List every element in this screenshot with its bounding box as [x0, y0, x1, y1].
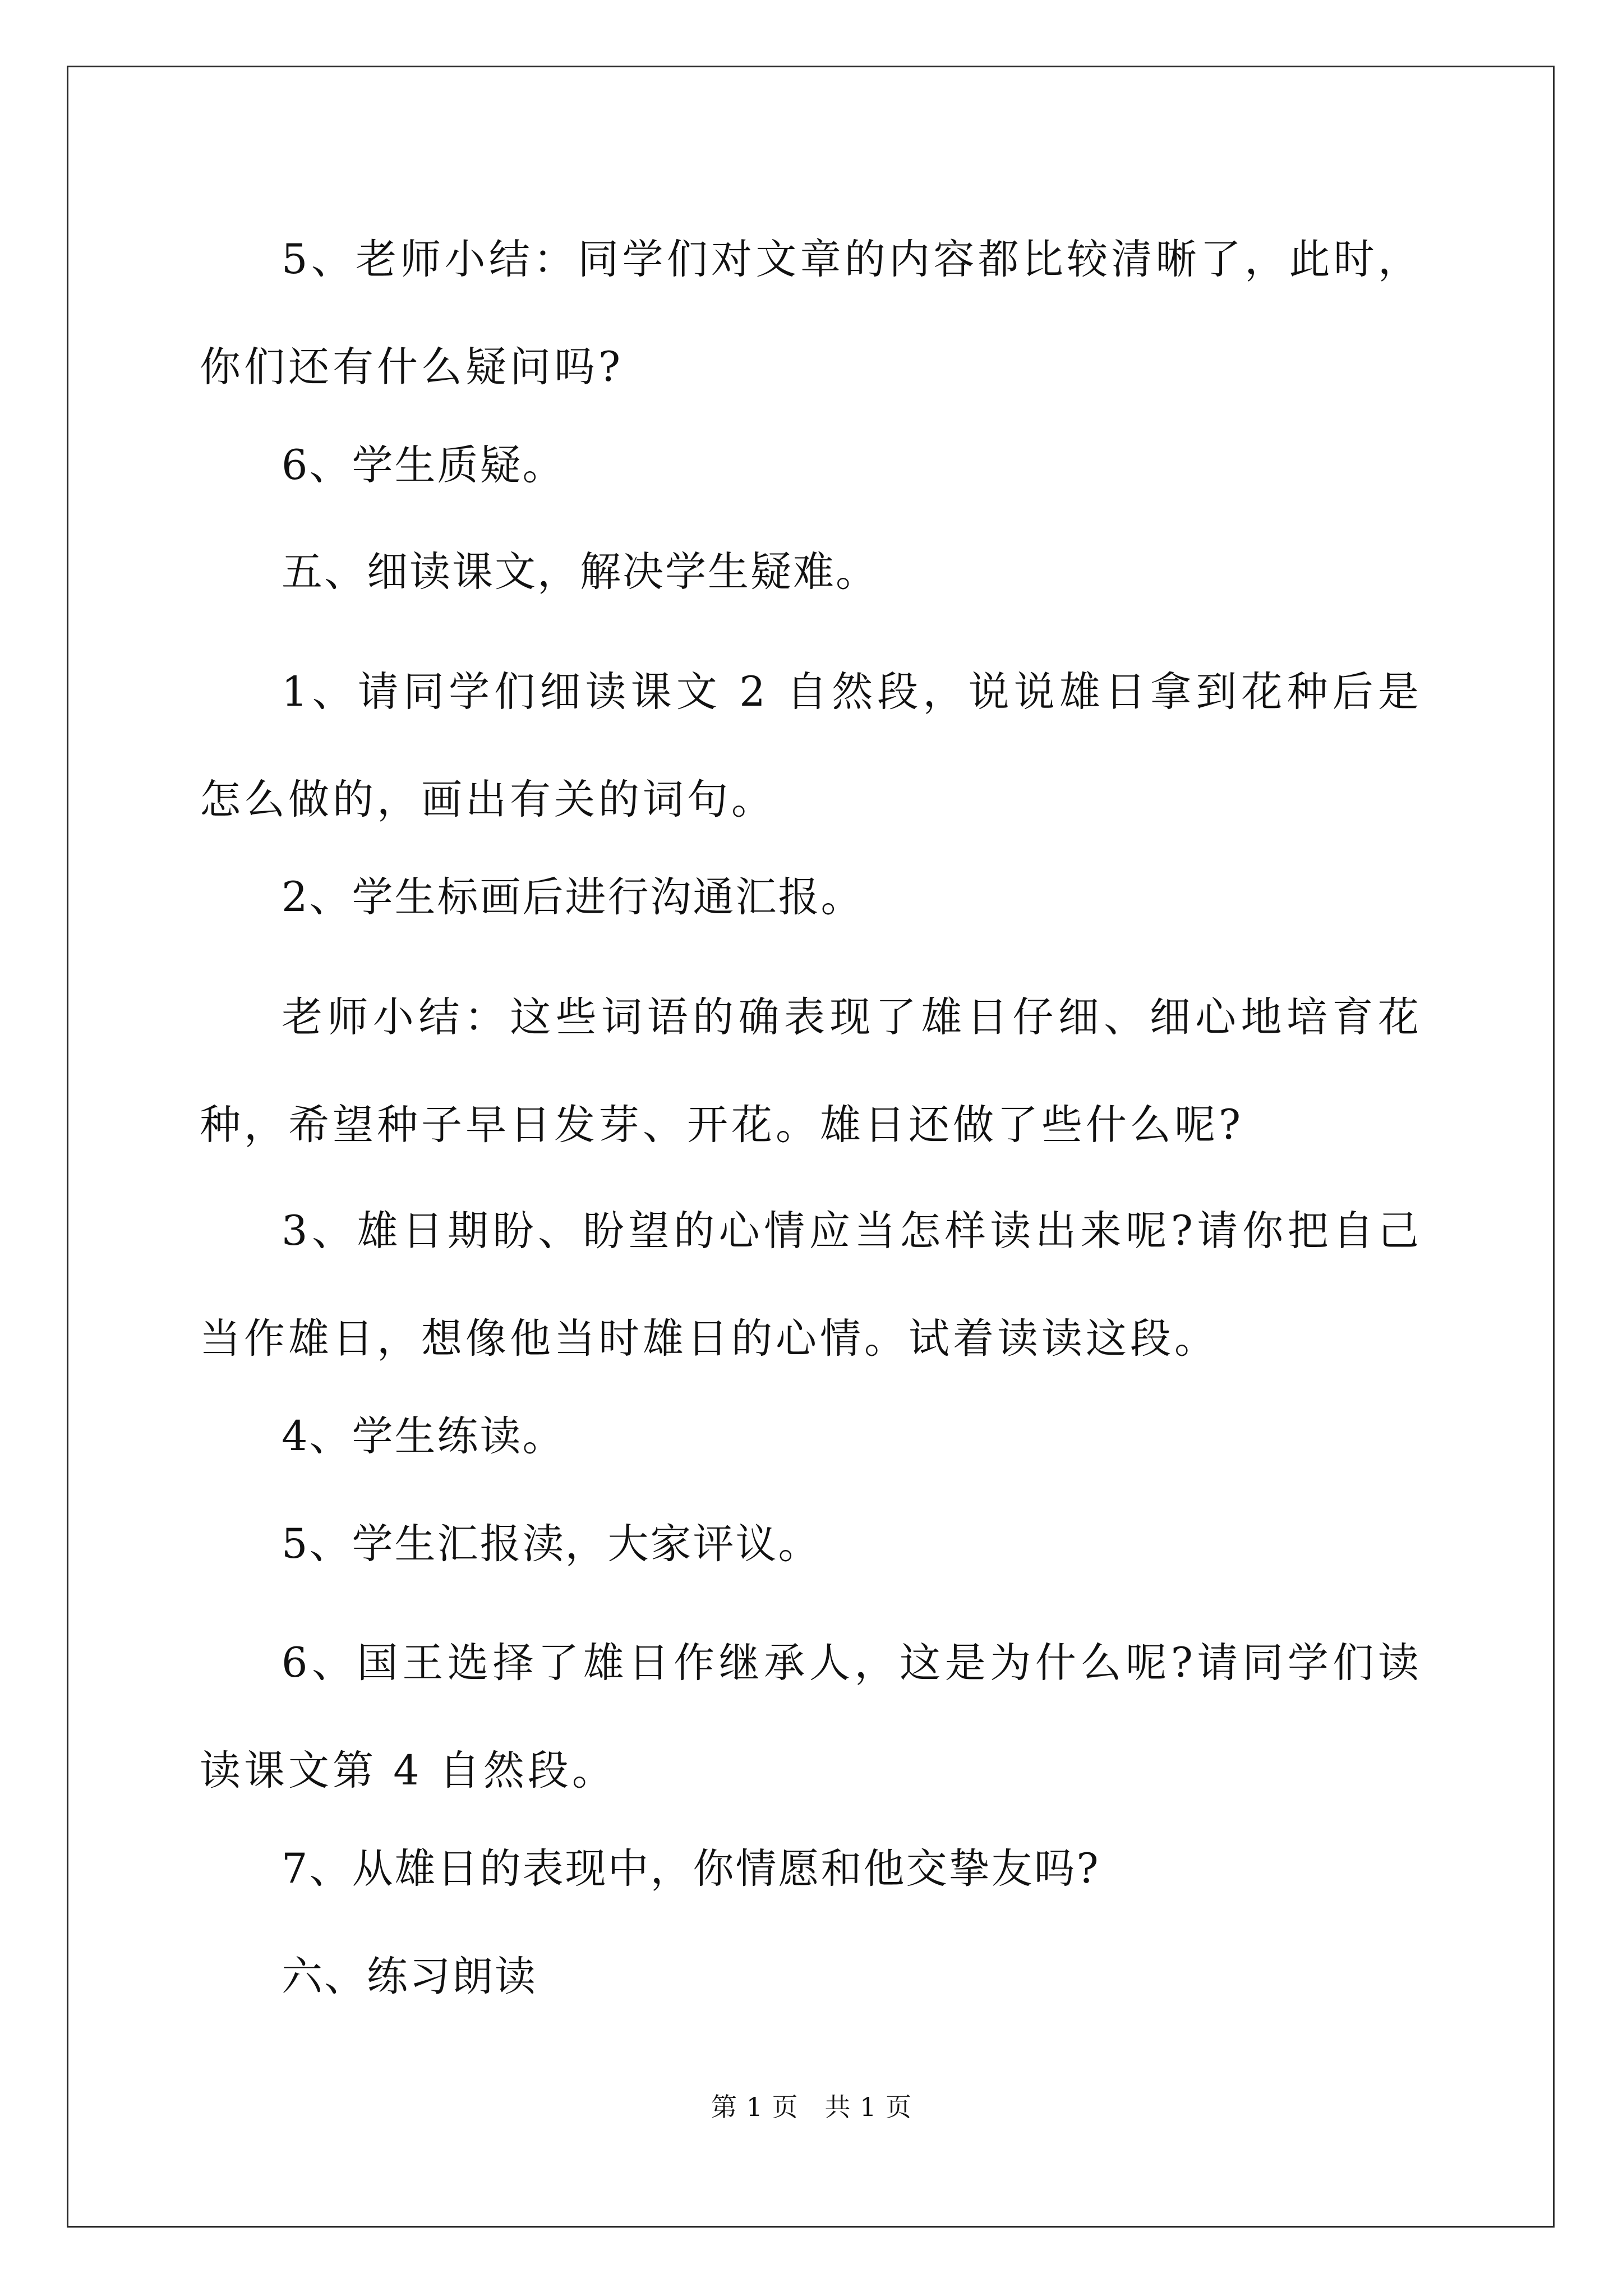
paragraph-step-7: 7、从雄日的表现中，你情愿和他交挚友吗? [282, 1845, 1100, 1893]
paragraph-step-6: 6、国王选择了雄日作继承人，这是为什么呢?请同学们读读课文第 4 自然段。 [200, 1639, 1422, 1795]
paragraph-step-5: 5、学生汇报渎，大家评议。 [282, 1520, 821, 1568]
section-heading-reading-practice: 六、练习朗读 [282, 1953, 537, 2000]
section-heading-close-reading: 五、细读课文，解决学生疑难。 [282, 548, 878, 596]
page-footer: 第 1 页 共 1 页 [711, 2092, 912, 2122]
paragraph-step-3: 3、雄日期盼、盼望的心情应当怎样读出来呢?请你把自己当作雄日，想像他当时雄日的心情。试着读读这段。 [200, 1207, 1422, 1363]
paragraph-step-4: 4、学生练读。 [282, 1412, 565, 1460]
paragraph-student-questions: 6、学生质疑。 [282, 441, 565, 489]
paragraph-step-2: 2、学生标画后进行沟通汇报。 [282, 873, 864, 921]
paragraph-teacher-summary-2: 老师小结：这些词语的确表现了雄日仔细、细心地培育花种，希望种子早日发芽、开花。雄日还做了些什么呢? [200, 993, 1422, 1149]
paragraph-step-1: 1、请同学们细读课文 2 自然段，说说雄日拿到花种后是怎么做的，画出有关的词句。 [200, 668, 1422, 823]
paragraph-teacher-summary-1: 5、老师小结：同学们对文章的内容都比较清晰了，此时，你们还有什么疑问吗? [200, 236, 1422, 391]
